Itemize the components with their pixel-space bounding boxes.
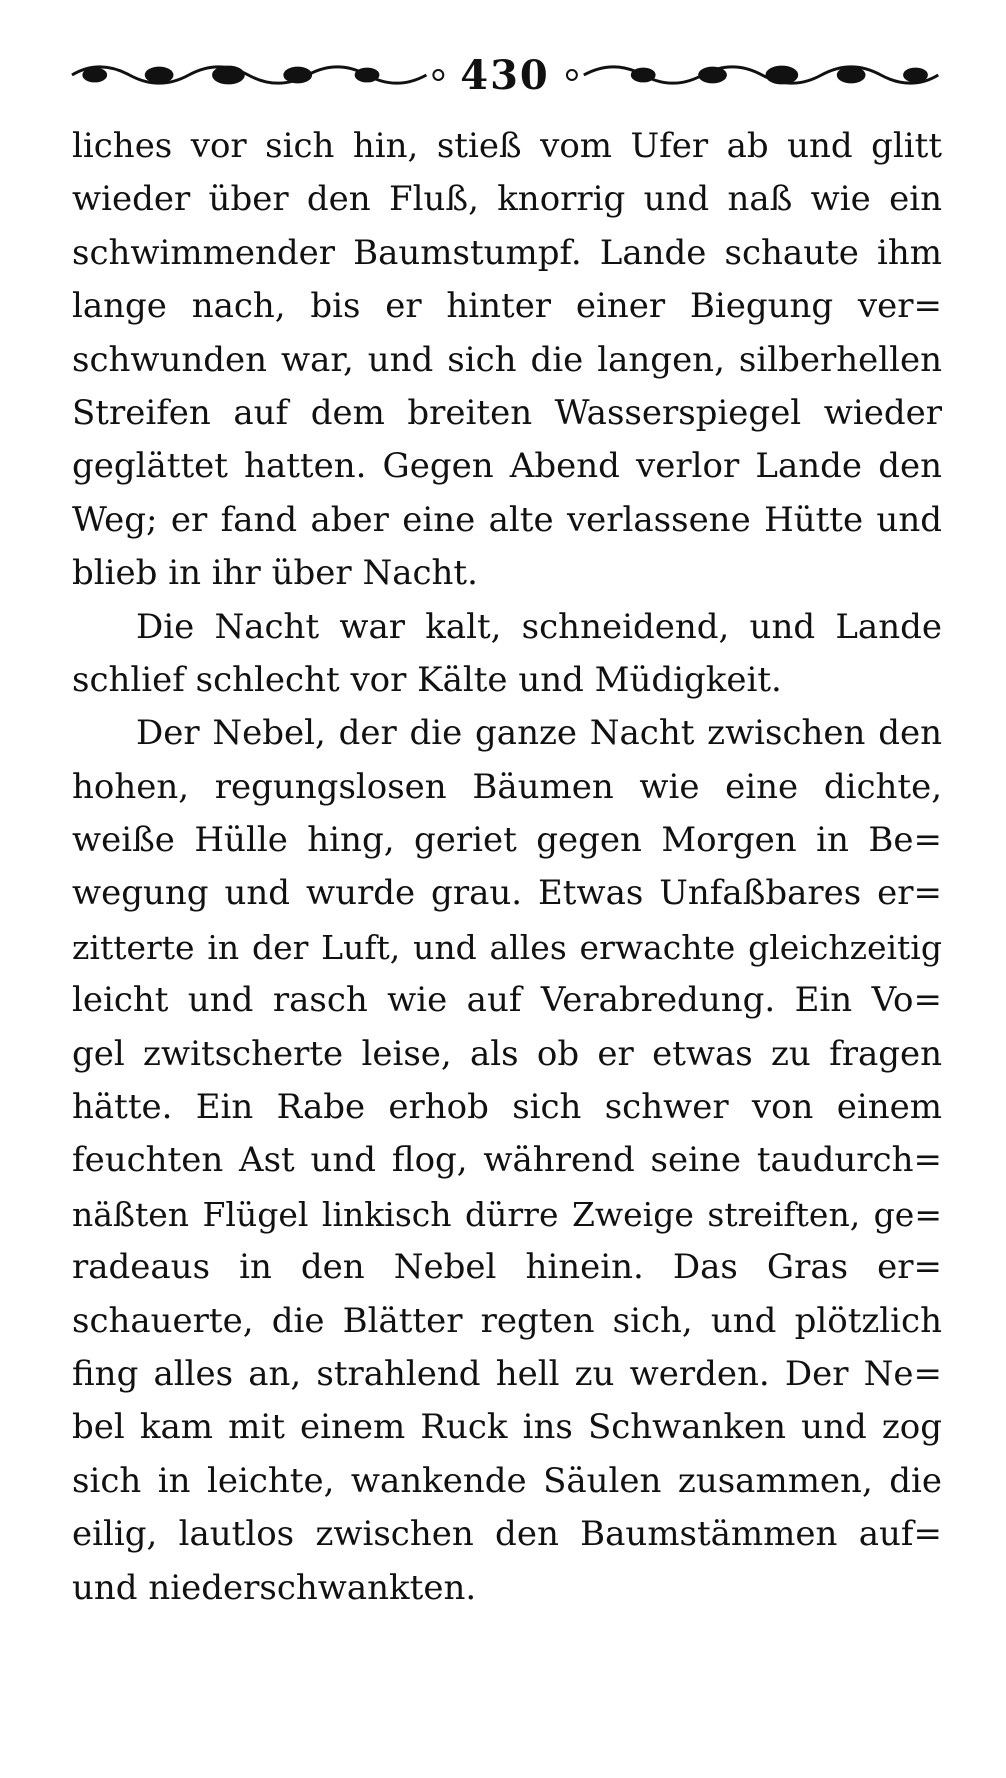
text-line: hätte. Ein Rabe erhob sich schwer von einem <box>72 1087 942 1128</box>
text-line: schlief schlecht vor Kälte und Müdigkeit. <box>72 659 782 700</box>
text-line: Streifen auf dem breiten Wasserspiegel wieder <box>72 392 942 433</box>
text-line: gel zwitscherte leise, als ob er etwas zu fragen <box>72 1033 942 1074</box>
text-line: blieb in ihr über Nacht. <box>72 553 478 594</box>
text-line: schauerte, die Blätter regten sich, und plötzlich <box>72 1300 942 1341</box>
text-line: wegung und wurde grau. Etwas Unfaßbares er= <box>72 873 942 914</box>
text-line: radeaus in den Nebel hinein. Das Gras er= <box>72 1247 942 1288</box>
text-line: eilig, lautlos zwischen den Baumstämmen auf= <box>72 1514 942 1555</box>
text-line: leicht und rasch wie auf Verabredung. Ein Vo= <box>72 980 942 1021</box>
text-line: feuchten Ast und flog, während seine taudurch= <box>72 1140 942 1181</box>
text-line: wieder über den Fluß, knorrig und naß wie ein <box>72 179 942 220</box>
page-header <box>70 50 940 100</box>
text-line: bel kam mit einem Ruck ins Schwanken und zog <box>72 1407 942 1448</box>
text-line: lange nach, bis er hinter einer Biegung ver= <box>72 286 942 327</box>
text-line: sich in leichte, wankende Säulen zusammen, die <box>72 1460 942 1501</box>
text-line: fing alles an, strahlend hell zu werden. Der Ne= <box>72 1353 942 1394</box>
paragraph <box>72 120 942 601</box>
text-line: und niederschwankten. <box>72 1567 477 1608</box>
text-line: Der Nebel, der die ganze Nacht zwischen den <box>136 713 942 754</box>
paragraph <box>72 601 942 708</box>
text-line: weiße Hülle hing, geriet gegen Morgen in Be= <box>72 820 942 861</box>
text-line: Weg; er fand aber eine alte verlassene Hütte und <box>72 499 942 540</box>
right-ornament-icon <box>564 60 940 90</box>
text-line: schwimmender Baumstumpf. Lande schaute ihm <box>72 232 942 273</box>
text-line: näßten Flügel linkisch dürre Zweige streiften, ge= <box>72 1194 942 1234</box>
body-text <box>72 120 942 1615</box>
text-line: liches vor sich hin, stieß vom Ufer ab und glitt <box>72 126 942 166</box>
text-line: hohen, regungslosen Bäumen wie eine dichte, <box>72 766 942 807</box>
text-line: geglättet hatten. Gegen Abend verlor Lande den <box>72 446 942 487</box>
text-line: zitterte in der Luft, und alles erwachte gleichzeitig <box>72 927 942 967</box>
left-ornament-icon <box>70 60 446 90</box>
paragraph <box>72 707 942 1615</box>
page-number: 430 <box>460 51 550 99</box>
text-line: Die Nacht war kalt, schneidend, und Lande <box>136 606 942 647</box>
text-line: schwunden war, und sich die langen, silberhellen <box>72 339 942 380</box>
